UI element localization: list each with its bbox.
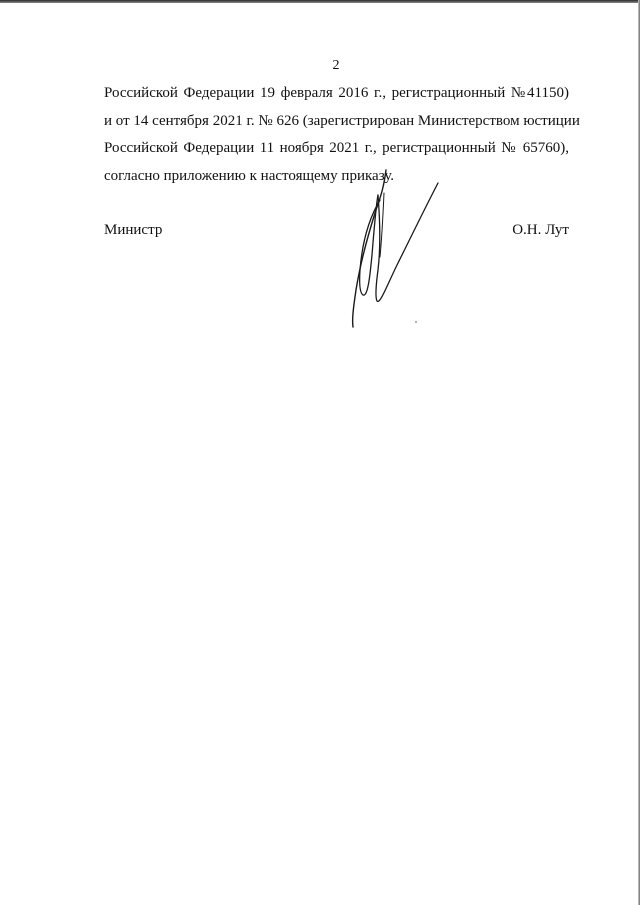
body-line: и от 14 сентября 2021 г. № 626 (зарегистрирован Министерством юстиции <box>104 112 580 129</box>
body-line: согласно приложению к настоящему приказу. <box>104 167 395 184</box>
body-line: Российской Федерации 11 ноября 2021 г., регистрационный № 65760), <box>104 140 569 156</box>
signatory-name: О.Н. Лут <box>512 222 569 238</box>
signatory-position: Министр <box>104 222 163 238</box>
scan-speck <box>415 321 417 323</box>
signature-row <box>104 222 569 239</box>
body-line: Российской Федерации 19 февраля 2016 г., регистрационный №41150) <box>104 85 569 101</box>
document-body <box>104 80 580 190</box>
handwritten-signature <box>340 165 450 335</box>
scan-edge-top <box>0 0 640 3</box>
page-number: 2 <box>332 58 340 73</box>
